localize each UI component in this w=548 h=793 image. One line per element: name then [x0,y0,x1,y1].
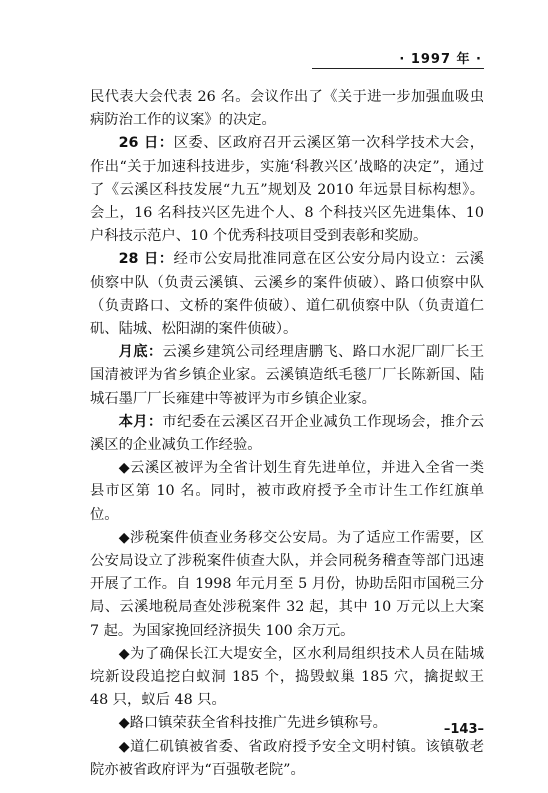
paragraph-continuation [90,86,484,132]
bullet-item [90,643,484,713]
bullet-item [90,527,484,643]
date-lead: 28 日： [118,251,174,268]
page-number: –143– [443,722,484,737]
paragraph-text: ◆路口镇荣获全省科技推广先进乡镇称号。 [118,715,387,732]
paragraph-month-end [90,341,484,411]
bullet-item [90,712,484,735]
bullet-item [90,457,484,527]
paragraph-text: ◆为了确保长江大堤安全，区水利局组织技术人员在陆城垸新设段追挖白蚁洞 185 个，捣毁蚁巢 185 穴，擒捉蚁王 48 只，蚁后 48 只。 [90,645,484,709]
bullet-item [90,736,484,782]
paragraph-this-month [90,411,484,457]
running-head: · 1997 年 · [399,52,482,67]
paragraph-text: 区委、区政府召开云溪区第一次科学技术大会，作出“关于加速科技进步，实施‘科教兴区’战略的决定”，通过了《云溪区科技发展“九五”规划及 2010 年远景目标构想》。会上，16 名科技兴区先进个人、8 个科技兴区先进集体、10 户科技示范户、10 个优秀科技项目受到表彰和奖励。 [90,135,485,245]
paragraph-text: ◆涉税案件侦查业务移交公安局。为了适应工作需要，区公安局设立了涉税案件侦查大队，并会同税务稽查等部门迅速开展了工作。自 1998 年元月至 5 月份，协助岳阳市国税三分局、云溪地税局查处涉税案件 32 起，其中 10 万元以上大案 7 起。为国家挽回经济损失 100 余万元。 [90,529,484,639]
paragraph-text: ◆道仁矶镇被省委、省政府授予安全文明村镇。该镇敬老院亦被省政府评为“百强敬老院”。 [90,738,484,778]
date-lead: 26 日： [118,135,174,152]
paragraph-text: 云溪乡建筑公司经理唐鹏飞、路口水泥厂副厂长王国清被评为省乡镇企业家。云溪镇造纸毛毯厂厂长陈新国、陆城石墨厂厂长雍建中等被评为市乡镇企业家。 [90,344,484,407]
date-lead: 月底： [118,344,163,361]
paragraph-26th [90,132,484,248]
page-body [90,86,484,782]
paragraph-text: 市纪委在云溪区召开企业减负工作现场会，推介云溪区的企业减负工作经验。 [90,413,484,454]
paragraph-text: ◆云溪区被评为全省计划生育先进单位，并进入全省一类县市区第 10 名。同时，被市政府授予全市计生工作红旗单位。 [90,460,484,523]
paragraph-text: 民代表大会代表 26 名。会议作出了《关于进一步加强血吸虫病防治工作的议案》的决定。 [90,89,484,129]
date-lead: 本月： [118,413,163,430]
paragraph-text: 经市公安局批准同意在区公安分局内设立：云溪侦察中队（负责云溪镇、云溪乡的案件侦破）、路口侦察中队（负责路口、文桥的案件侦破）、道仁矶侦察中队（负责道仁矶、陆城、松阳湖的案件侦破）。 [90,251,485,338]
paragraph-28th [90,248,484,341]
header-rule [312,68,484,69]
